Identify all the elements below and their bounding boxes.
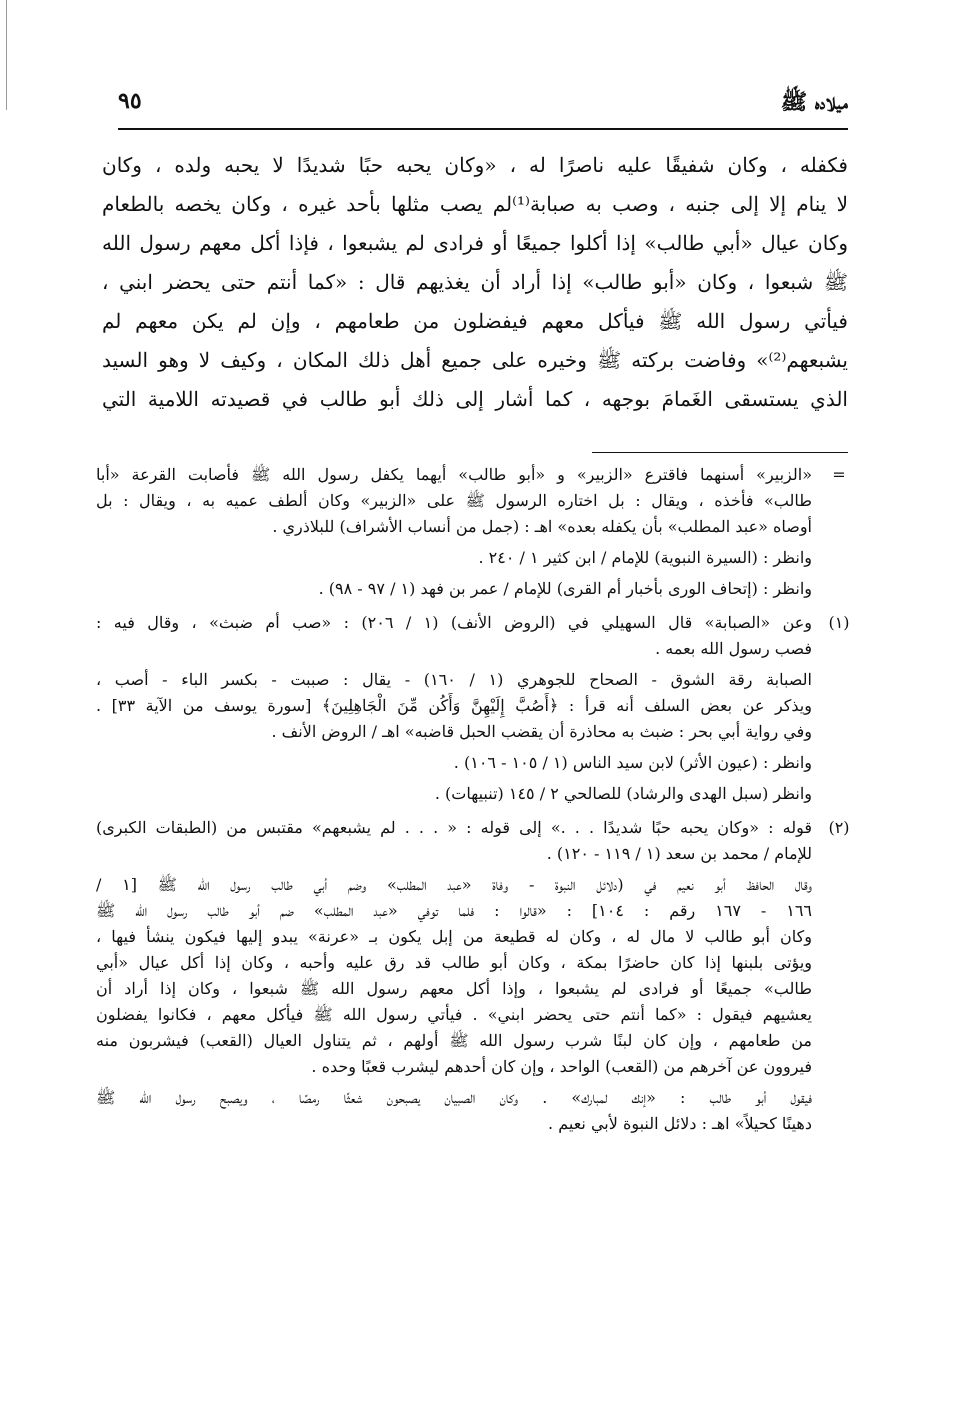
footnote-separator <box>592 452 848 453</box>
footnote-line: وعن «الصبابة» قال السهيلي في (الروض الأنف) (١ / ٢٠٦) : «صب أم ضبث» ، وقال فيه : <box>96 613 812 632</box>
footnote-line: وانظر : (السيرة النبوية) للإمام / ابن كثير ١ / ٢٤٠ . <box>478 548 812 567</box>
footnote-2 <box>96 815 856 1137</box>
footnote-line: فصب رسول الله بعمه . <box>655 639 812 658</box>
footnote-line: وانظر (سبل الهدى والرشاد) للصالحي ٢ / ١٤٥ (تنبيهات) . <box>434 784 812 803</box>
page-header <box>118 82 848 126</box>
footnote-paragraph <box>96 462 812 540</box>
footnote-marker: (٢) <box>828 818 850 837</box>
footnote-line: أوصاه «عبد المطلب» بأن يكفله بعده» اهـ : (جمل من أنساب الأشراف) للبلاذري . <box>272 517 812 536</box>
footnote-line: وفي رواية أبي بحر : ضبث به محاذرة أن يقضب الحبل قاضبه» اهـ / الروض الأنف . <box>271 722 812 741</box>
footnotes <box>96 462 856 1139</box>
footnote-paragraph <box>96 667 812 745</box>
footnote-paragraph <box>96 576 812 602</box>
footnote-line: دهينًا كحيلاً» اهـ : دلائل النبوة لأبي نعيم . <box>548 1114 812 1133</box>
footnote-line: فيقول أبو طالب : «إنك لمبارك» . وكان الصبيان يصبحون شعثًا رمصًا ، ويصبح رسول الله ﷺ <box>96 1088 812 1107</box>
main-text-line: الذي يستسقى الغَمامَ بوجهه ، كما أشار إلى ذلك أبو طالب في قصيدته اللامية التي <box>102 387 848 411</box>
footnote-line: وانظر : (إتحاف الورى بأخبار أم القرى) للإمام / عمر بن فهد (١ / ٩٧ - ٩٨) . <box>318 579 812 598</box>
footnote-line: ويؤتى بلبنها إذا كان حاضرًا بمكة ، وكان أبو طالب قد رق عليه وأحبه ، وكان إذا أكل عيال «أبي <box>96 953 812 972</box>
footnote-line: وكان أبو طالب لا مال له ، وكان له قطيعة من إبل يكون بـ «عرنة» يبدو إليها فيكون ينشأ فيها ، <box>96 927 812 946</box>
footnote-line: قوله : «وكان يحبه حبًا شديدًا . . .» إلى قوله : « . . . لم يشبعهم» مقتبس من (الطبقات الكبرى) <box>96 818 812 837</box>
footnote-paragraph <box>96 815 812 867</box>
footnote-paragraph <box>96 545 812 571</box>
running-title: ميلاده ﷺ <box>780 89 848 115</box>
footnote-line: ويذكر عن بعض السلف أنه قرأ : ﴿أَصُبَّ إِلَيْهِنَّ وَأَكُن مِّنَ الْجَاهِلِينَ﴾ [سورة يوسف من الآية ٣٣] . <box>96 696 812 715</box>
header-rule <box>118 128 848 130</box>
main-text-line: ﷺ شبعوا ، وكان «أبو طالب» إذا أراد أن يغذيهم قال : «كما أنتم حتى يحضر ابني ، <box>102 270 848 294</box>
footnote-line: يعشيهم فيقول : «كما أنتم حتى يحضر ابني» . فيأتي رسول الله ﷺ فيأكل معهم ، فكانوا يفضلون <box>96 1005 812 1024</box>
main-text <box>102 146 848 419</box>
page-number: ٩٥ <box>118 88 142 114</box>
footnote-paragraph <box>96 872 812 1080</box>
footnote-line: «الزبير» أسنهما فاقترع «الزبير» و «أبو طالب» أيهما يكفل رسول الله ﷺ فأصابت القرعة «أبا <box>96 465 812 484</box>
main-text-line: فيأتي رسول الله ﷺ فيأكل معهم فيفضلون من طعامهم ، وإن لم يكن معهم لم <box>102 309 848 333</box>
footnote-line: من طعامهم ، وإن كان لبنًا شرب رسول الله ﷺ أولهم ، ثم يتناول العيال (القعب) فيشربون منه <box>96 1031 812 1050</box>
footnote-line: طالب» جميعًا أو فرادى لم يشبعوا ، وإذا أكل معهم رسول الله ﷺ شبعوا ، وكان إذا أراد أن <box>96 979 812 998</box>
main-text-line: لا ينام إلا إلى جنبه ، وصب به صبابة⁽¹⁾لم يصب مثلها بأحد غيره ، وكان يخصه بالطعام <box>102 192 848 216</box>
footnote-line: وقال الحافظ أبو نعيم في (دلائل النبوة - وفاة «عبد المطلب» وضم أبي طالب رسول الله ﷺ [١ / <box>96 875 812 894</box>
scan-edge-line <box>6 0 7 110</box>
footnote-paragraph <box>96 610 812 662</box>
footnote-line: فيروون عن آخرهم من (القعب) الواحد ، وإن كان أحدهم ليشرب قعبًا وحده . <box>311 1057 812 1076</box>
footnote-line: وانظر : (عيون الأثر) لابن سيد الناس (١ / ١٠٥ - ١٠٦) . <box>453 753 812 772</box>
footnote-1 <box>96 610 856 807</box>
footnote-line: طالب» فأخذه ، ويقال : بل اختاره الرسول ﷺ على «الزبير» وكان ألطف عميه به ، ويقال : بل <box>96 491 812 510</box>
footnote-line: ١٦٦ - ١٦٧ رقم : ١٠٤] : «قالوا : فلما توفي «عبد المطلب» ضم أبو طالب رسول الله ﷺ <box>96 901 812 920</box>
footnote-marker: = <box>832 465 846 484</box>
footnote-paragraph <box>96 750 812 776</box>
footnote-line: للإمام / محمد بن سعد (١ / ١١٩ - ١٢٠) . <box>546 844 812 863</box>
footnote-continuation <box>96 462 856 602</box>
footnote-paragraph <box>96 1085 812 1137</box>
main-text-line: وكان عيال «أبي طالب» إذا أكلوا جميعًا أو فرادى لم يشبعوا ، فإذا أكل معهم رسول الله <box>102 231 848 255</box>
footnote-marker: (١) <box>828 613 850 632</box>
footnote-paragraph <box>96 781 812 807</box>
main-text-line: يشبعهم⁽²⁾» وفاضت بركته ﷺ وخيره على جميع أهل ذلك المكان ، وكيف لا وهو السيد <box>102 348 848 372</box>
footnote-line: الصبابة رقة الشوق - الصحاح للجوهري (١ / ١٦٠) - يقال : صببت - بكسر الباء - أصب ، <box>96 670 812 689</box>
main-text-line: فكفله ، وكان شفيقًا عليه ناصرًا له ، «وكان يحبه حبًا شديدًا لا يحبه ولده ، وكان <box>102 153 848 177</box>
